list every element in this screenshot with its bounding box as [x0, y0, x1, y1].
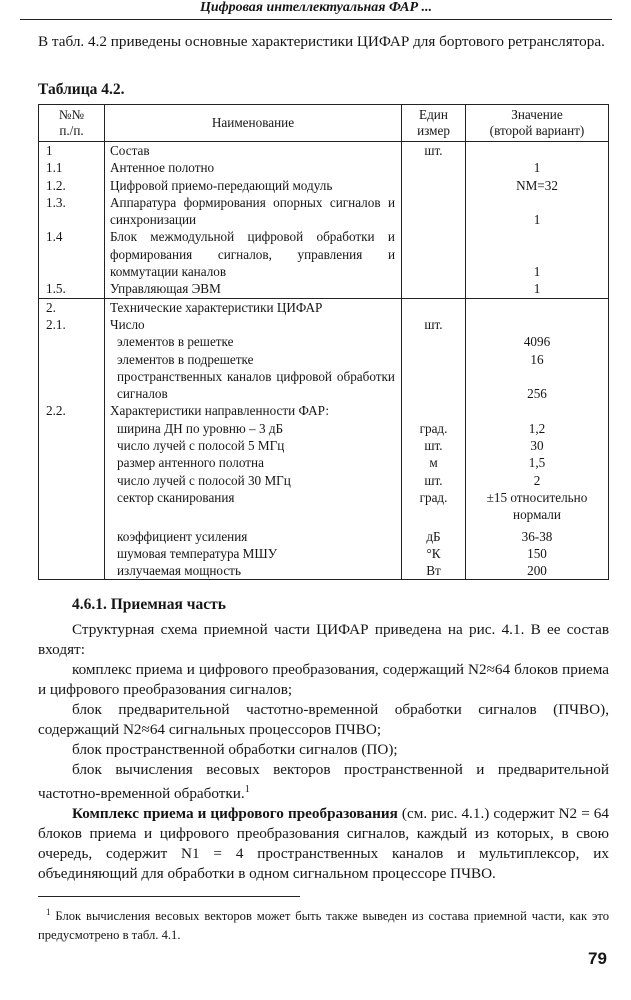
table-row: 1.3. Аппаратура формирования опорных сигналов и синхронизации 1: [39, 194, 609, 229]
table-row: элементов в решетке 4096: [39, 333, 609, 350]
table-group-composition: [39, 142, 609, 299]
table-row: 1.4 Блок межмодульной цифровой обработки и формирования сигналов, управления и коммутации каналов 1: [39, 228, 609, 280]
table-caption: Таблица 4.2.: [38, 81, 125, 98]
table-row: 2.1. Число шт.: [39, 316, 609, 333]
table-row: размер антенного полотна м 1,5: [39, 454, 609, 471]
section-paragraph: Структурная схема приемной части ЦИФАР приведена на рис. 4.1. В ее состав входят:: [38, 621, 609, 658]
table-group-specs: [39, 298, 609, 580]
bold-term: Комплекс приема и цифрового преобразования: [72, 805, 398, 823]
list-item: блок вычисления весовых векторов пространственной и предварительной частотно-временной обработки.$^1$: [38, 761, 609, 803]
header-name: Наименование: [105, 105, 402, 142]
footnote-reference[interactable]: 1: [244, 784, 250, 795]
table-row: шумовая температура МШУ °К 150: [39, 545, 609, 562]
section-heading: 4.6.1. Приемная часть: [72, 596, 226, 613]
table-row: число лучей с полосой 30 МГц шт. 2: [39, 472, 609, 489]
page-number: 79: [588, 949, 607, 968]
table-row: 2.2. Характеристики направленности ФАР:: [39, 402, 609, 419]
spec-table: [38, 104, 609, 580]
table-row: 1 Состав шт.: [39, 142, 609, 160]
footnote-mark: 1: [46, 907, 51, 917]
table-row: 2. Технические характеристики ЦИФАР: [39, 298, 609, 316]
table-header-row: [39, 105, 609, 142]
module-count-value: NM=32: [466, 177, 609, 194]
table-row: 1.1 Антенное полотно 1: [39, 159, 609, 176]
table-row: число лучей с полосой 5 МГц шт. 30: [39, 437, 609, 454]
header-num: №№ п./п.: [39, 105, 105, 142]
table-row: 1.2. Цифровой приемо-передающий модуль NM=32: [39, 177, 609, 194]
table-row: 1.5. Управляющая ЭВМ 1: [39, 280, 609, 298]
list-item: блок предварительной частотно-временной обработки сигналов (ПЧВО), содержащий N2≈64 сигнальных процессоров ПЧВО;: [38, 701, 609, 738]
list-item: блок пространственной обработки сигналов (ПО);: [72, 741, 398, 758]
running-head: Цифровая интеллектуальная ФАР ...: [20, 0, 612, 20]
intro-paragraph: В табл. 4.2 приведены основные характеристики ЦИФАР для бортового ретранслятора.: [38, 33, 605, 50]
header-value: Значение (второй вариант): [466, 105, 609, 142]
list-item: комплекс приема и цифрового преобразования, содержащий N2≈64 блоков приема и цифрового преобразования сигналов;: [38, 661, 609, 698]
section-body: [38, 620, 609, 884]
table-row: сектор сканирования град. ±15 относительно нормали: [39, 489, 609, 528]
table-row: элементов в подрешетке 16: [39, 351, 609, 368]
header-unit: Един измер: [402, 105, 466, 142]
table-row: ширина ДН по уровню – 3 дБ град. 1,2: [39, 420, 609, 437]
table-row: пространственных каналов цифровой обработки сигналов 256: [39, 368, 609, 403]
section-paragraph: Комплекс приема и цифрового преобразования (см. рис. 4.1.) содержит N2 = 64 блоков приема и цифрового преобразования сигналов, каждый из которых, в свою очередь, содержит N1 = 4 пространственных каналов и мультиплексор, их объединяющий для обработки в одном сигнальном процессоре ПЧВО.: [38, 805, 609, 883]
footnote-divider: [38, 896, 300, 897]
footnote: $^1$ Блок вычисления весовых векторов может быть также выведен из состава приемной части, как это предусмотрено в табл. 4.1.: [38, 907, 610, 943]
table-row: коэффициент усиления дБ 36-38: [39, 528, 609, 545]
table-row: излучаемая мощность Вт 200: [39, 562, 609, 580]
